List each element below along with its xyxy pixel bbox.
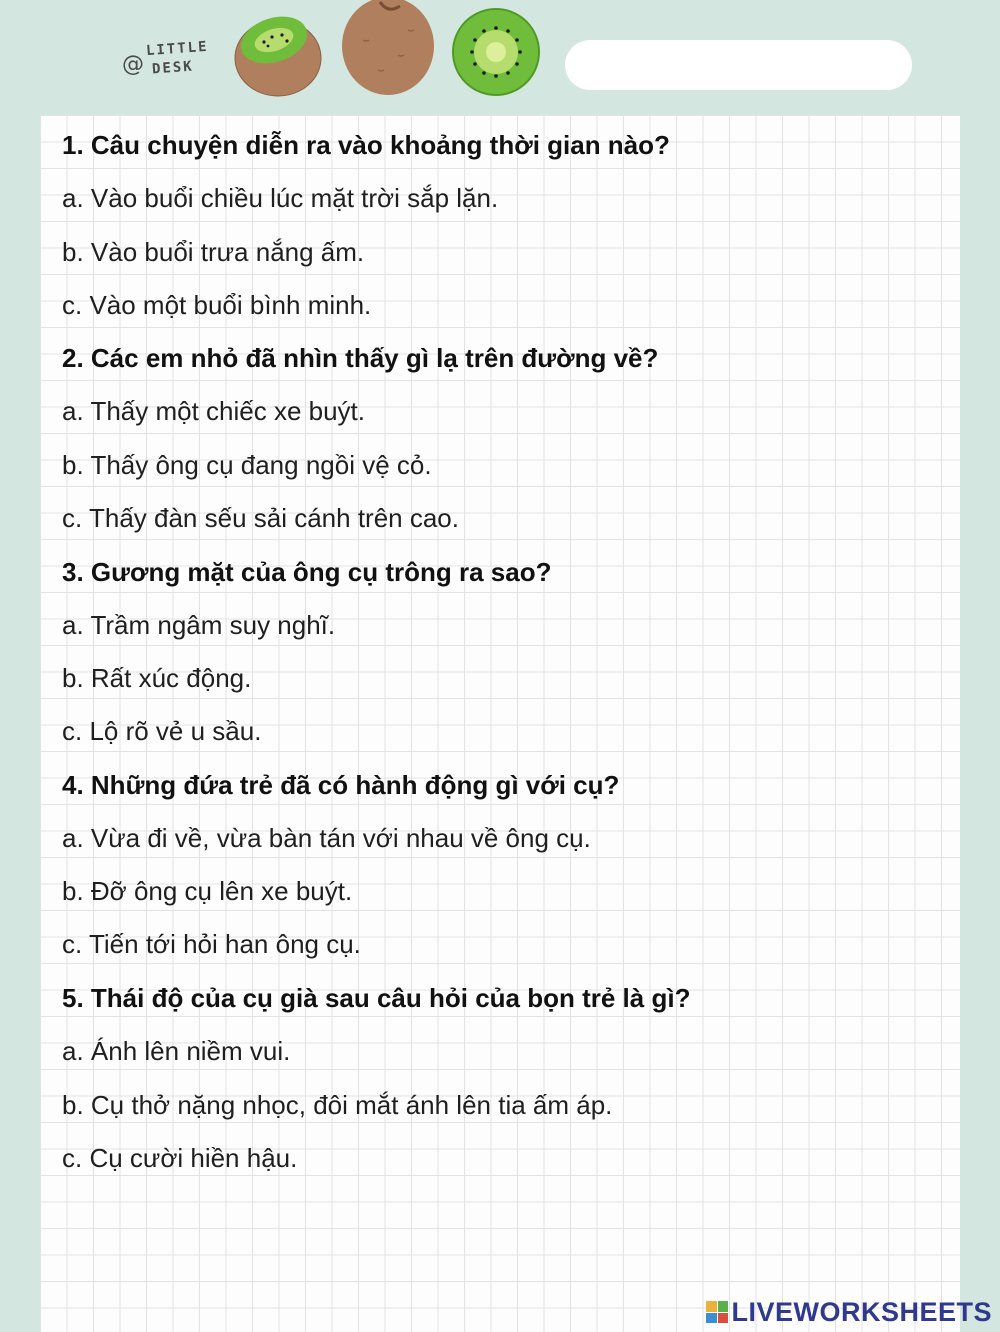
question-2: 2. Các em nhỏ đã nhìn thấy gì lạ trên đường về? [62, 343, 659, 373]
header-decoration [0, 0, 1000, 115]
kiwi-half-icon [232, 8, 324, 98]
q4-option-c[interactable]: c. Tiến tới hỏi han ông cụ. [62, 929, 361, 959]
q3-option-a[interactable]: a. Trầm ngâm suy nghĩ. [62, 610, 336, 640]
q1-option-c[interactable]: c. Vào một buổi bình minh. [62, 290, 372, 320]
question-1: 1. Câu chuyện diễn ra vào khoảng thời gian nào? [62, 130, 670, 160]
liveworksheets-logo[interactable] [706, 1296, 992, 1328]
q5-option-b[interactable]: b. Cụ thở nặng nhọc, đôi mắt ánh lên tia ấm áp. [62, 1090, 613, 1120]
q5-option-a[interactable]: a. Ánh lên niềm vui. [62, 1036, 291, 1066]
kiwi-whole-icon [338, 0, 438, 97]
brand-line-2: DESK [151, 58, 195, 78]
q4-option-a[interactable]: a. Vừa đi về, vừa bàn tán với nhau về ông cụ. [62, 823, 591, 853]
brand-line-1: LITTLE [145, 38, 210, 60]
brand-at: @ [122, 52, 144, 77]
q1-option-b[interactable]: b. Vào buổi trưa nắng ấm. [62, 237, 365, 267]
q1-option-a[interactable]: a. Vào buổi chiều lúc mặt trời sắp lặn. [62, 183, 499, 213]
q3-option-b[interactable]: b. Rất xúc động. [62, 663, 252, 693]
decorative-cloud-pill [565, 40, 912, 90]
q4-option-b[interactable]: b. Đỡ ông cụ lên xe buýt. [62, 876, 353, 906]
liveworksheets-logo-icon [706, 1301, 728, 1323]
q3-option-c[interactable]: c. Lộ rõ vẻ u sầu. [62, 716, 262, 746]
question-3: 3. Gương mặt của ông cụ trông ra sao? [62, 557, 552, 587]
q2-option-b[interactable]: b. Thấy ông cụ đang ngồi vệ cỏ. [62, 450, 432, 480]
question-5: 5. Thái độ của cụ già sau câu hỏi của bọn trẻ là gì? [62, 983, 691, 1013]
little-desk-logo [120, 38, 220, 88]
q2-option-c[interactable]: c. Thấy đàn sếu sải cánh trên cao. [62, 503, 459, 533]
q5-option-c[interactable]: c. Cụ cười hiền hậu. [62, 1143, 298, 1173]
q2-option-a[interactable]: a. Thấy một chiếc xe buýt. [62, 396, 365, 426]
kiwi-slice-icon [450, 6, 542, 98]
liveworksheets-logo-text: LIVEWORKSHEETS [731, 1296, 992, 1327]
question-4: 4. Những đứa trẻ đã có hành động gì với cụ? [62, 770, 620, 800]
